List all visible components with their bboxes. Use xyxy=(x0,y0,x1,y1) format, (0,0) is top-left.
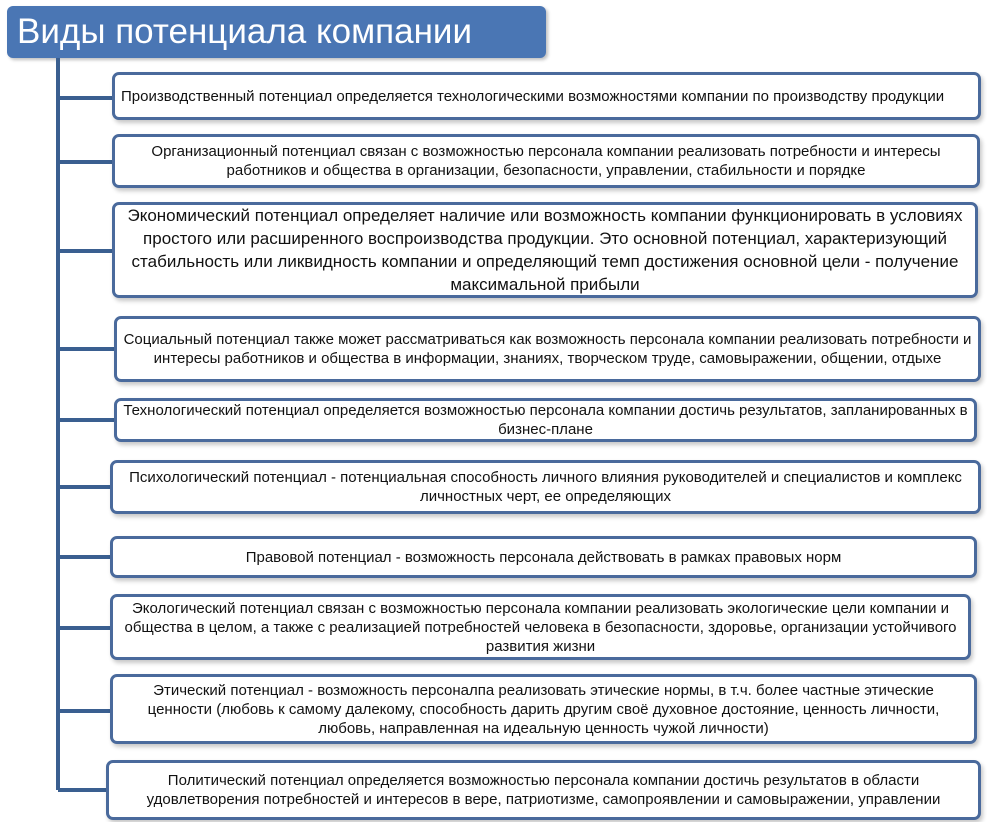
potential-box-label: Психологический потенциал - потенциальная способность личного влияния руководителей и специалистов и комплекс личностных черт, ее определяющих xyxy=(129,469,962,505)
potential-box-label: Политический потенциал определяется возможностью персонала компании достичь результатов в области удовлетворения потребностей и интересов в вере, патриотизме, самопроявлении и самовыражении, управлении xyxy=(146,772,941,808)
potential-box-organizational xyxy=(112,134,980,188)
connector-line xyxy=(58,160,114,164)
potential-box-economic xyxy=(112,202,978,298)
potential-box-label: Правовой потенциал - возможность персонала действовать в рамках правовых норм xyxy=(245,548,842,566)
potential-box-social xyxy=(114,316,981,382)
connector-line xyxy=(58,418,116,422)
potential-box-label: Экономический потенциал определяет наличие или возможность компании функционировать в условиях простого или расширенного воспроизводства продукции. Это основной потенциал, характеризующий стабильность или ликвидность компании и определяющий темп достижения основной цели - получение максимальной прибыли xyxy=(127,206,963,294)
connector-line xyxy=(58,626,112,630)
potential-box-label: Технологический потенциал определяется возможностью персонала компании достичь результатов, запланированных в бизнес-плане xyxy=(123,402,968,438)
potential-box-label: Производственный потенциал определяется технологическими возможностями компании по производству продукции xyxy=(121,87,945,105)
potential-box-legal xyxy=(110,536,977,578)
connector-line xyxy=(58,96,114,100)
tree-trunk-line xyxy=(56,58,60,790)
potential-box-political xyxy=(106,760,981,820)
potential-box-label: Экологический потенциал связан с возможностью персонала компании реализовать экологические цели компании и общества в целом, а также с реализацией потребностей человека в безопасности, здоровье, организации устойчивого развития жизни xyxy=(124,599,957,655)
connector-line xyxy=(58,347,116,351)
potential-box-production xyxy=(112,72,981,120)
potential-box-psychological xyxy=(110,460,981,514)
potential-box-technological xyxy=(114,398,977,442)
connector-line xyxy=(58,485,112,489)
connector-line xyxy=(58,788,108,792)
diagram-title: Виды потенциала компании xyxy=(7,6,546,58)
potential-box-ethical xyxy=(110,674,977,744)
potential-box-label: Этический потенциал - возможность персоналпа реализовать этические нормы, в т.ч. более частные этические ценности (любовь к самому далекому, способность дарить другим своё духовное достояние, ценность личности, любовь, направленная на идеальную ценность чужой личности) xyxy=(147,681,940,737)
connector-line xyxy=(58,709,112,713)
potential-box-label: Социальный потенциал также может рассматриваться как возможность персонала компании реализовать потребности и интересы работников и общества в информации, знаниях, творческом труде, самовыражении, общении, отдыхе xyxy=(123,331,972,367)
connector-line xyxy=(58,249,114,253)
potential-box-label: Организационный потенциал связан с возможностью персонала компании реализовать потребности и интересы работников и общества в организации, безопасности, управлении, стабильности и порядке xyxy=(151,143,941,179)
connector-line xyxy=(58,555,112,559)
potential-box-ecological xyxy=(110,594,971,660)
